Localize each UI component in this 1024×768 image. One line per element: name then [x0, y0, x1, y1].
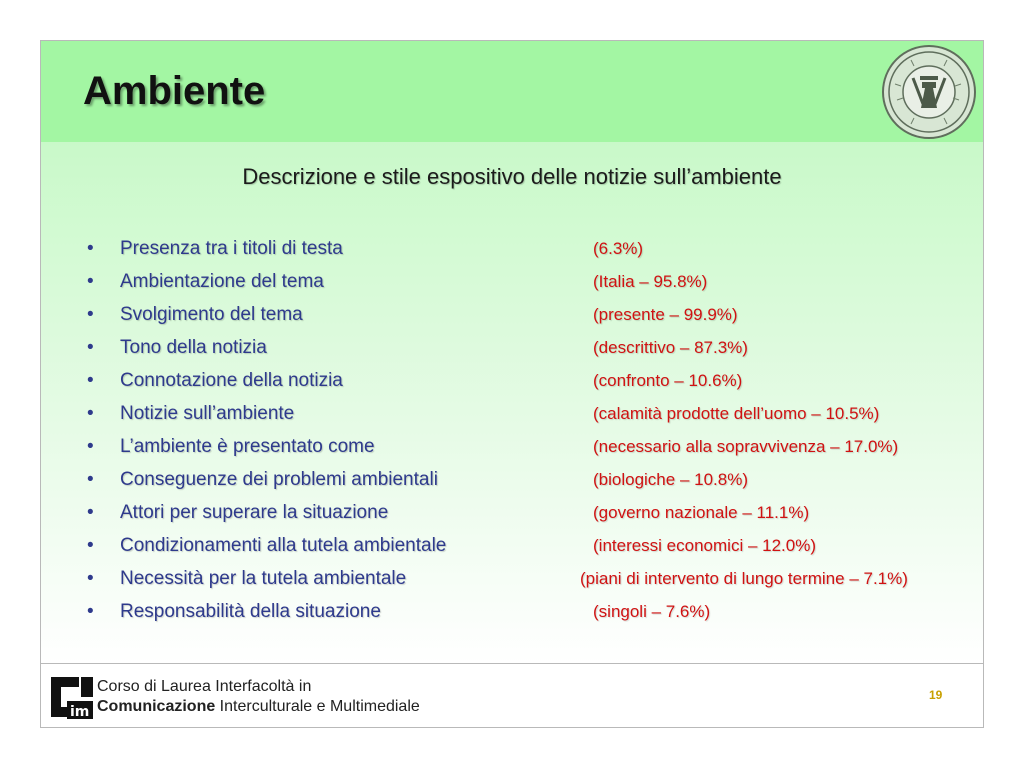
- bullet-icon: •: [87, 304, 94, 325]
- university-seal-icon: [881, 44, 977, 140]
- item-value: (Italia – 95.8%): [593, 272, 708, 291]
- item-label: Attori per superare la situazione: [120, 502, 389, 523]
- item-value: (confronto – 10.6%): [593, 371, 743, 390]
- bullet-icon: •: [87, 502, 94, 523]
- bullet-icon: •: [87, 238, 94, 259]
- footer-rest-text: Interculturale e Multimediale: [215, 698, 420, 715]
- item-value: (calamità prodotte dell’uomo – 10.5%): [593, 404, 880, 423]
- bullet-icon: •: [87, 436, 94, 457]
- item-value: (descrittivo – 87.3%): [593, 338, 748, 357]
- list-item: [41, 564, 983, 594]
- item-label: L’ambiente è presentato come: [120, 436, 375, 457]
- list-item: [41, 333, 983, 363]
- item-value: (interessi economici – 12.0%): [593, 536, 816, 555]
- list-item: [41, 498, 983, 528]
- list-item: [41, 531, 983, 561]
- bullet-icon: •: [87, 370, 94, 391]
- slide-body: [41, 142, 983, 663]
- bullet-icon: •: [87, 469, 94, 490]
- page-number: 19: [929, 688, 943, 702]
- cim-logo-icon: [47, 673, 97, 721]
- item-label: Tono della notizia: [120, 337, 267, 358]
- footer-course-line2: [97, 698, 420, 716]
- list-item: [41, 432, 983, 462]
- list-item: [41, 465, 983, 495]
- slide-title: Ambiente: [83, 69, 266, 113]
- item-value: (6.3%): [593, 239, 644, 258]
- item-value: (singoli – 7.6%): [593, 602, 711, 621]
- item-value: (governo nazionale – 11.1%): [593, 503, 810, 522]
- bullet-icon: •: [87, 271, 94, 292]
- item-label: Conseguenze dei problemi ambientali: [120, 469, 438, 490]
- slide-footer: [41, 663, 983, 728]
- list-item: [41, 597, 983, 627]
- list-item: [41, 366, 983, 396]
- item-value: (biologiche – 10.8%): [593, 470, 748, 489]
- slide-header: [41, 41, 983, 143]
- item-label: Necessità per la tutela ambientale: [120, 568, 407, 589]
- list-item: [41, 300, 983, 330]
- item-label: Presenza tra i titoli di testa: [120, 238, 343, 259]
- item-label: Connotazione della notizia: [120, 370, 343, 391]
- item-value: (piani di intervento di lungo termine – 7.1%): [580, 569, 908, 588]
- item-label: Responsabilità della situazione: [120, 601, 381, 622]
- bullet-icon: •: [87, 601, 94, 622]
- bullet-icon: •: [87, 535, 94, 556]
- item-label: Ambientazione del tema: [120, 271, 324, 292]
- slide-subtitle: Descrizione e stile espositivo delle notizie sull’ambiente: [242, 164, 782, 189]
- bullet-icon: •: [87, 337, 94, 358]
- bullet-icon: •: [87, 403, 94, 424]
- svg-text:im: im: [70, 704, 90, 720]
- item-label: Condizionamenti alla tutela ambientale: [120, 535, 447, 556]
- bullet-icon: •: [87, 568, 94, 589]
- item-label: Svolgimento del tema: [120, 304, 303, 325]
- item-value: (presente – 99.9%): [593, 305, 738, 324]
- item-label: Notizie sull’ambiente: [120, 403, 295, 424]
- list-item: [41, 399, 983, 429]
- list-item: [41, 234, 983, 264]
- footer-course-line1: Corso di Laurea Interfacoltà in: [97, 678, 312, 695]
- list-item: [41, 267, 983, 297]
- slide: [40, 40, 984, 728]
- item-value: (necessario alla sopravvivenza – 17.0%): [593, 437, 899, 456]
- footer-bold-word: Comunicazione: [97, 698, 216, 715]
